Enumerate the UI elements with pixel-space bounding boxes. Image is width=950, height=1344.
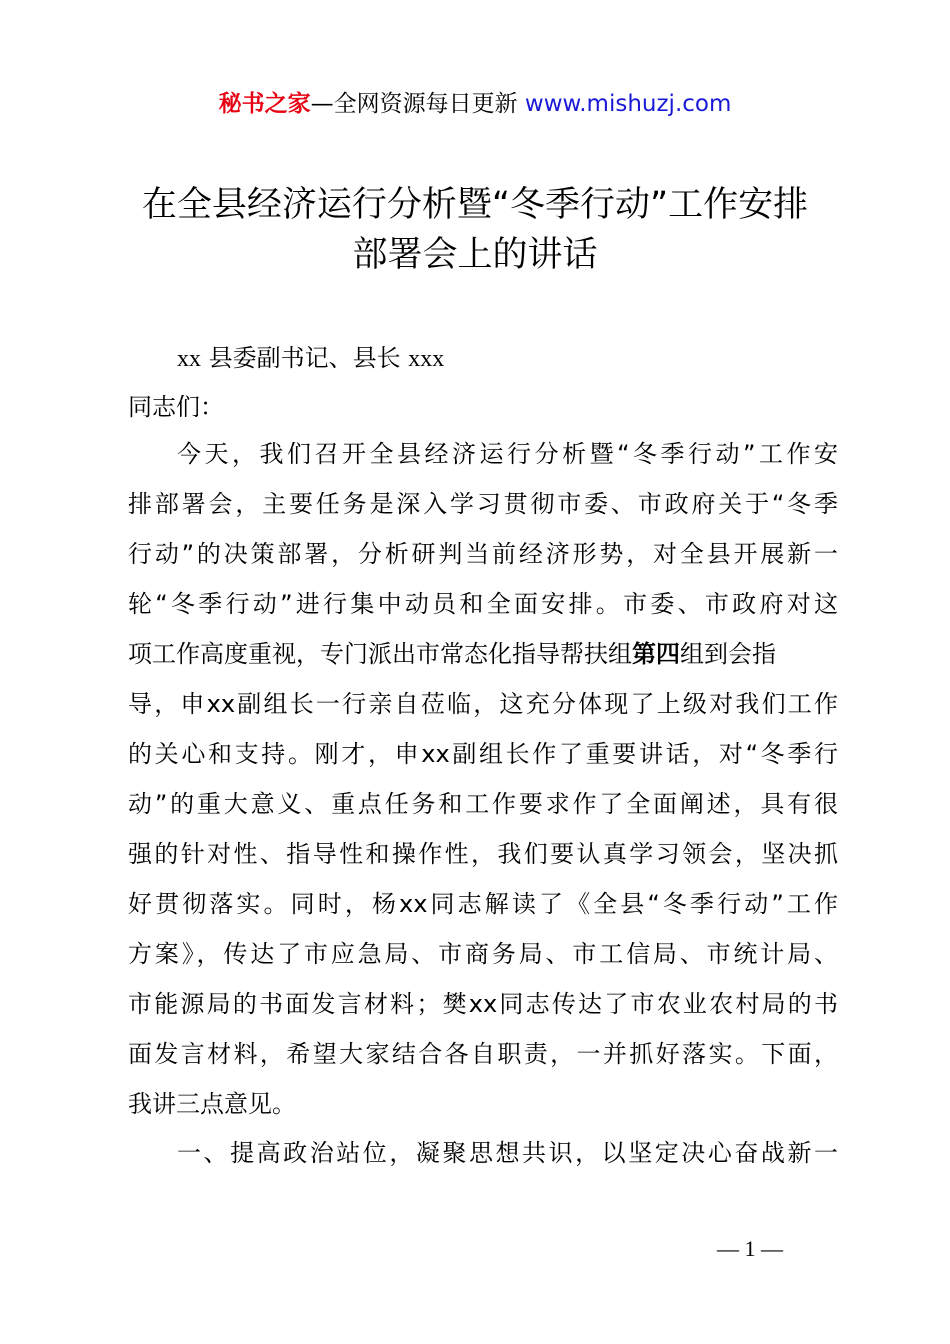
line-text: 项工作高度重视，专门派出市常态化指导帮扶组 (128, 640, 632, 668)
paragraph-line: 强的针对性、指导性和操作性，我们要认真学习领会，坚决抓 (128, 840, 838, 868)
section-heading: 一、提高政治站位，凝聚思想共识，以坚定决心奋战新一 (177, 1139, 838, 1167)
brand-name: 秘书之家 (218, 91, 311, 117)
speaker-prefix: xx (177, 346, 201, 372)
document-title (80, 180, 870, 280)
site-header (0, 86, 950, 122)
speaker-role: 县委副书记、县长 (208, 344, 401, 372)
page-number: — 1 — (717, 1236, 783, 1261)
opening-paragraph (128, 434, 838, 1134)
paragraph-line: 行动”的决策部署，分析研判当前经济形势，对全县开展新一 (128, 540, 838, 568)
salutation: 同志们： (128, 393, 224, 421)
paragraph-line: 轮“冬季行动”进行集中动员和全面安排。市委、市政府对这 (128, 590, 838, 618)
paragraph-line: 导，申xx副组长一行亲自莅临，这充分体现了上级对我们工作 (128, 690, 838, 718)
speaker-name: xxx (408, 346, 445, 372)
line-text: 组到会指 (680, 640, 776, 668)
paragraph-line: 今天，我们召开全县经济运行分析暨“冬季行动”工作安 (177, 440, 838, 468)
paragraph-line: 面发言材料，希望大家结合各自职责，一并抓好落实。下面， (128, 1040, 838, 1068)
paragraph-line: 动”的重大意义、重点任务和工作要求作了全面阐述，具有很 (128, 790, 838, 818)
speaker-line (177, 338, 444, 379)
bold-text: 第四 (632, 640, 680, 668)
paragraph-line: 好贯彻落实。同时，杨xx同志解读了《全县“冬季行动”工作 (128, 890, 838, 918)
site-tagline: —全网资源每日更新 (310, 91, 525, 117)
paragraph-line: 我讲三点意见。 (128, 1090, 296, 1118)
paragraph-line: 排部署会，主要任务是深入学习贯彻市委、市政府关于“冬季 (128, 490, 838, 518)
site-url-link[interactable]: www.mishuzj.com (524, 91, 732, 117)
paragraph-line (128, 634, 838, 684)
paragraph-line: 的关心和支持。刚才，申xx副组长作了重要讲话，对“冬季行 (128, 740, 838, 768)
title-line: 部署会上的讲话 (352, 235, 598, 275)
paragraph-line: 方案》，传达了市应急局、市商务局、市工信局、市统计局、 (128, 940, 838, 968)
title-line: 在全县经济运行分析暨“冬季行动”工作安排 (141, 185, 809, 225)
paragraph-line: 市能源局的书面发言材料；樊xx同志传达了市农业农村局的书 (128, 990, 838, 1018)
